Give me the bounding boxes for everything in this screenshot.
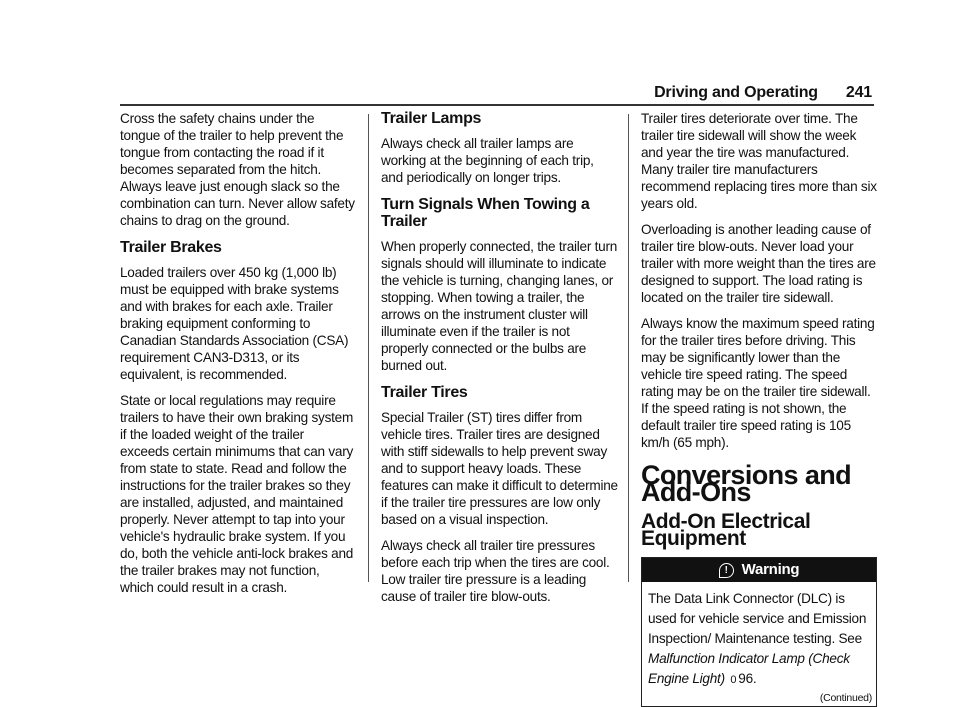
column-2 [381, 110, 619, 614]
column-divider-2 [628, 114, 629, 582]
paragraph-lamps: Always check all trailer lamps are working at the beginning of each trip, and periodically on longer trips. [381, 136, 594, 185]
warning-box [641, 557, 877, 707]
paragraph-overloading: Overloading is another leading cause of trailer tire blow-outs. Never load your trailer with more weight than the tires are designed to support. The load rating is located on the trailer tire sidewall. [641, 222, 876, 305]
page-reference-icon: 0 [730, 674, 737, 686]
paragraph-brakes-weight: Loaded trailers over 450 kg (1,000 lb) must be equipped with brake systems and with brakes for each axle. Trailer braking equipment conforming to Canadian Standards Association (CSA) requirement CAN3-D313, or its equivalent, is recommended. [120, 265, 349, 382]
header-rule [120, 104, 874, 106]
paragraph-brakes-regulations: State or local regulations may require trailers to have their own braking system if the loaded weight of the trailer exceeds certain minimums that can vary from state to state. Read and follow the instructions for the trailer brakes so they are installed, adjusted, and maintained properly. Never attempt to tap into your vehicle's hydraulic brake system. If you do, both the vehicle anti-lock brakes and the trailer brakes may not function, which could result in a crash. [120, 393, 354, 595]
heading-turn-signals: Turn Signals When Towing a Trailer [381, 196, 590, 230]
warning-body [642, 582, 876, 692]
warning-text: The Data Link Connector (DLC) is used for vehicle service and Emission Inspection/ Maintenance testing. See [648, 591, 867, 646]
heading-add-on-electrical: Add-On Electrical Equipment [641, 510, 811, 550]
column-1 [120, 110, 356, 605]
paragraph-tires-special: Special Trailer (ST) tires differ from vehicle tires. Trailer tires are designed with stiff sidewalls to help prevent sway and to support heavy loads. These features can make it difficult to determine if the trailer tire pressures are low only based on a visual inspection. [381, 410, 618, 527]
warning-reference-page: 96. [738, 671, 757, 686]
warning-reference-link[interactable]: Malfunction Indicator Lamp (Check Engine Light) [648, 651, 850, 686]
heading-conversions: Conversions and Add-Ons [641, 460, 852, 507]
continued-label: (Continued) [819, 692, 872, 704]
paragraph-tires-pressure: Always check all trailer tire pressures before each trip when the tires are cool. Low trailer tire pressure is a leading cause of trailer tire blow-outs. [381, 538, 610, 604]
paragraph-safety-chains: Cross the safety chains under the tongue of the trailer to help prevent the tongue from contacting the road if it becomes separated from the hitch. Always leave just enough slack so the combination can turn. Never allow safety chains to drag on the ground. [120, 111, 355, 228]
section-title: Driving and Operating [654, 84, 818, 101]
paragraph-tires-deteriorate: Trailer tires deteriorate over time. The trailer tire sidewall will show the week and year the tire was manufactured. Many trailer tire manufacturers recommend replacing tires more than six years old. [641, 111, 877, 211]
column-3 [641, 110, 877, 707]
warning-header [642, 558, 876, 582]
warning-title: Warning [741, 561, 800, 578]
paragraph-turn-signals: When properly connected, the trailer turn signals should will illuminate to indicate the vehicle is turning, changing lanes, or stopping. When towing a trailer, the arrows on the instrument cluster will illuminate even if the trailer is not properly connected or the bulbs are burned out. [381, 239, 618, 373]
paragraph-speed-rating: Always know the maximum speed rating for the trailer tires before driving. This may be significantly lower than the vehicle tire speed rating. The speed rating may be on the trailer tire sidewall. If the speed rating is not shown, the default trailer tire speed rating is 105 km/h (65 mph). [641, 316, 875, 450]
heading-trailer-lamps: Trailer Lamps [381, 110, 482, 127]
heading-trailer-brakes: Trailer Brakes [120, 239, 222, 256]
page-number: 241 [845, 84, 872, 101]
warning-icon: ! [719, 563, 734, 578]
column-divider-1 [368, 114, 369, 582]
heading-trailer-tires: Trailer Tires [381, 384, 468, 401]
page-header [654, 84, 872, 102]
